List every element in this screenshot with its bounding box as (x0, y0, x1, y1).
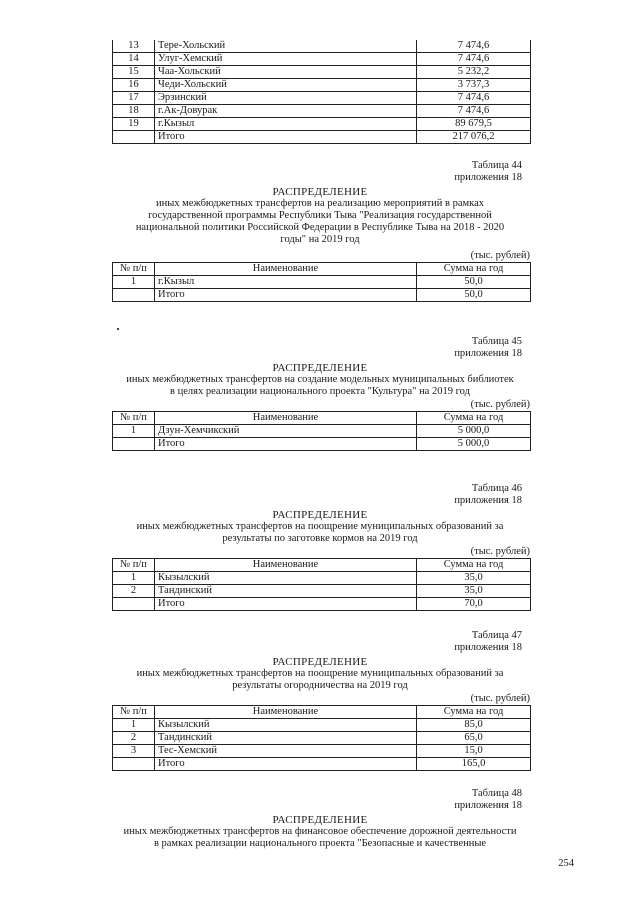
row-sum: 7 474,6 (417, 53, 531, 66)
row-name: г.Ак-Довурак (155, 105, 417, 118)
row-sum: 15,0 (417, 745, 531, 758)
table-row (113, 105, 531, 118)
header-sum: Сумма на год (417, 706, 531, 719)
row-sum: 65,0 (417, 732, 531, 745)
header-name: Наименование (155, 559, 417, 572)
row-number: 1 (113, 425, 155, 438)
table-47-heading: РАСПРЕДЕЛЕНИЕ (272, 656, 368, 668)
row-number: 13 (113, 40, 155, 53)
table-row (113, 53, 531, 66)
stray-mark (117, 328, 119, 330)
row-name: Тес-Хемский (155, 745, 417, 758)
table-row (113, 289, 531, 302)
row-sum: 7 474,6 (417, 40, 531, 53)
row-name: Дзун-Хемчикский (155, 425, 417, 438)
row-name: Кызылский (155, 719, 417, 732)
table-row (113, 732, 531, 745)
table-46-units: (тыс. рублей) (470, 546, 530, 557)
table-header-row (113, 706, 531, 719)
table-row (113, 118, 531, 131)
row-number: 15 (113, 66, 155, 79)
row-number (113, 438, 155, 451)
row-sum: 35,0 (417, 585, 531, 598)
table-47-label: Таблица 47 приложения 18 (454, 630, 522, 653)
row-name: г.Кызыл (155, 276, 417, 289)
table-row (113, 438, 531, 451)
row-sum: 50,0 (417, 289, 531, 302)
header-num: № п/п (113, 263, 155, 276)
table-row (113, 598, 531, 611)
header-num: № п/п (113, 412, 155, 425)
table-47-description: иных межбюджетных трансфертов на поощрение муниципальных образований за результаты огородничества на 2019 год (136, 668, 504, 691)
row-sum: 7 474,6 (417, 105, 531, 118)
row-name: Итого (155, 598, 417, 611)
table-45-description: иных межбюджетных трансфертов на создание модельных муниципальных библиотек в целях реализации национального проекта "Культура" на 2019 год (126, 374, 514, 397)
table-45-heading: РАСПРЕДЕЛЕНИЕ (272, 362, 368, 374)
row-number: 1 (113, 276, 155, 289)
table-48-heading: РАСПРЕДЕЛЕНИЕ (272, 814, 368, 826)
row-number: 2 (113, 585, 155, 598)
row-number: 2 (113, 732, 155, 745)
row-number: 3 (113, 745, 155, 758)
row-sum: 5 232,2 (417, 66, 531, 79)
table-48-description: иных межбюджетных трансфертов на финансовое обеспечение дорожной деятельности в рамках реализации национального проекта "Безопасные и качественные (123, 826, 517, 849)
row-name: Улуг-Хемский (155, 53, 417, 66)
table-row (113, 79, 531, 92)
row-name: г.Кызыл (155, 118, 417, 131)
table-row (113, 745, 531, 758)
row-sum: 50,0 (417, 276, 531, 289)
top-table (112, 40, 531, 144)
row-name: Кызылский (155, 572, 417, 585)
row-name: Тере-Хольский (155, 40, 417, 53)
table-44-heading: РАСПРЕДЕЛЕНИЕ (272, 186, 368, 198)
row-sum: 5 000,0 (417, 438, 531, 451)
row-number: 18 (113, 105, 155, 118)
table-44-description: иных межбюджетных трансфертов на реализацию мероприятий в рамках государственной программы Республики Тыва "Реализация государственной национальной политики Российской Федерации в Республике Тыва на 2018 - 2020 годы" на 2019 год (135, 198, 505, 245)
row-name: Тандинский (155, 585, 417, 598)
row-sum: 217 076,2 (417, 131, 531, 144)
row-name: Чаа-Хольский (155, 66, 417, 79)
page-number: 254 (558, 858, 574, 869)
table-row (113, 66, 531, 79)
row-sum: 5 000,0 (417, 425, 531, 438)
table-45-label: Таблица 45 приложения 18 (454, 336, 522, 359)
table-47-units: (тыс. рублей) (470, 693, 530, 704)
row-sum: 35,0 (417, 572, 531, 585)
row-number: 17 (113, 92, 155, 105)
row-name: Итого (155, 438, 417, 451)
row-sum: 3 737,3 (417, 79, 531, 92)
table-46-description: иных межбюджетных трансфертов на поощрение муниципальных образований за результаты по заготовке кормов на 2019 год (136, 521, 504, 544)
row-number: 19 (113, 118, 155, 131)
table-46 (112, 558, 531, 611)
table-row (113, 572, 531, 585)
header-sum: Сумма на год (417, 559, 531, 572)
row-number: 1 (113, 719, 155, 732)
row-number: 16 (113, 79, 155, 92)
row-number (113, 598, 155, 611)
row-name: Итого (155, 289, 417, 302)
table-row (113, 276, 531, 289)
row-number (113, 131, 155, 144)
row-sum: 89 679,5 (417, 118, 531, 131)
row-sum: 7 474,6 (417, 92, 531, 105)
row-number (113, 289, 155, 302)
row-name: Эрзинский (155, 92, 417, 105)
table-44-units: (тыс. рублей) (470, 250, 530, 261)
table-46-label: Таблица 46 приложения 18 (454, 483, 522, 506)
table-row (113, 131, 531, 144)
table-header-row (113, 559, 531, 572)
table-44 (112, 262, 531, 302)
table-44-label: Таблица 44 приложения 18 (454, 160, 522, 183)
row-number: 1 (113, 572, 155, 585)
table-row (113, 425, 531, 438)
table-row (113, 758, 531, 771)
table-header-row (113, 412, 531, 425)
header-num: № п/п (113, 559, 155, 572)
header-sum: Сумма на год (417, 263, 531, 276)
row-name: Итого (155, 758, 417, 771)
row-name: Чеди-Хольский (155, 79, 417, 92)
table-48-label: Таблица 48 приложения 18 (454, 788, 522, 811)
header-sum: Сумма на год (417, 412, 531, 425)
header-name: Наименование (155, 412, 417, 425)
table-row (113, 719, 531, 732)
table-45-units: (тыс. рублей) (470, 399, 530, 410)
row-sum: 70,0 (417, 598, 531, 611)
table-45 (112, 411, 531, 451)
row-number: 14 (113, 53, 155, 66)
row-name: Итого (155, 131, 417, 144)
row-name: Тандинский (155, 732, 417, 745)
table-header-row (113, 263, 531, 276)
header-num: № п/п (113, 706, 155, 719)
row-number (113, 758, 155, 771)
table-row (113, 92, 531, 105)
header-name: Наименование (155, 263, 417, 276)
table-46-heading: РАСПРЕДЕЛЕНИЕ (272, 509, 368, 521)
table-row (113, 40, 531, 53)
table-row (113, 585, 531, 598)
row-sum: 85,0 (417, 719, 531, 732)
row-sum: 165,0 (417, 758, 531, 771)
header-name: Наименование (155, 706, 417, 719)
table-47 (112, 705, 531, 771)
